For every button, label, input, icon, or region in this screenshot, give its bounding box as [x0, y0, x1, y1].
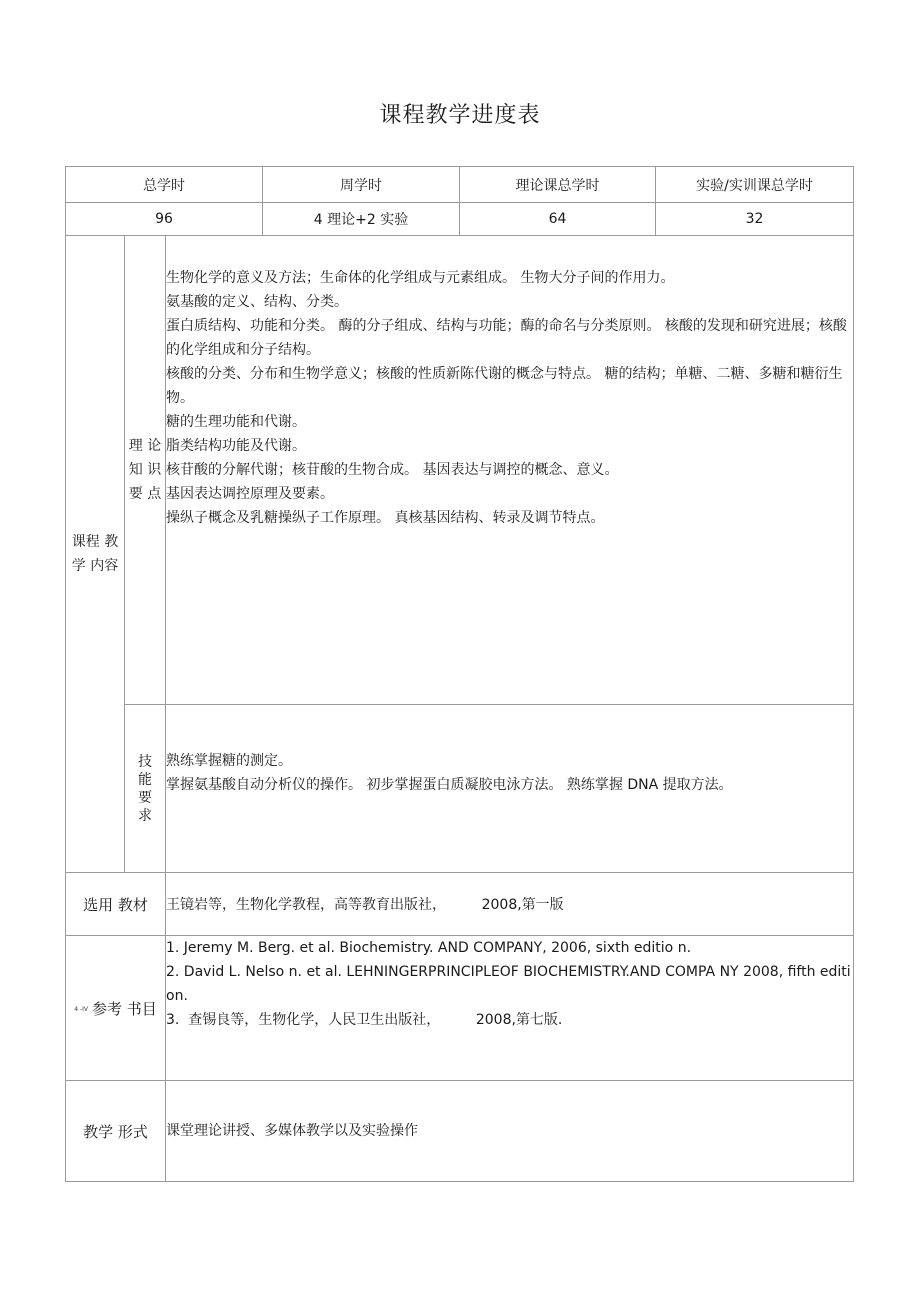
hours-value-row — [66, 203, 854, 236]
skills-line: 熟练掌握糖的测定。 — [166, 753, 292, 769]
theory-line: 核苷酸的分解代谢；核苷酸的生物合成。 基因表达与调控的概念、意义。 — [166, 462, 619, 478]
skills-row — [66, 705, 854, 873]
theory-line: 糖的生理功能和代谢。 — [166, 414, 306, 430]
page-title: 课程教学进度表 — [379, 103, 541, 128]
references-list — [166, 936, 854, 1081]
value-lab-hours: 32 — [656, 203, 854, 236]
theory-line: 蛋白质结构、功能和分类。 酶的分子组成、结构与功能；酶的命名与分类原则。 核酸的发现和研究进展；核酸的化学组成和分子结构。 — [166, 318, 847, 358]
value-theory-hours: 64 — [460, 203, 656, 236]
value-weekly-hours: 4 理论+2 实验 — [263, 203, 460, 236]
skills-label-char: 要 — [138, 789, 152, 806]
theory-line: 脂类结构功能及代谢。 — [166, 438, 306, 454]
skills-label-char: 求 — [138, 807, 152, 824]
hours-header-row — [66, 167, 854, 203]
header-theory-hours: 理论课总学时 — [460, 167, 656, 203]
references-prefix: 4 -IV — [74, 1005, 88, 1013]
reference-item: 1. Jeremy M. Berg. et al. Biochemistry. AND COMPANY, 2006, sixth editio n. — [166, 940, 692, 956]
skills-label-char: 技 — [138, 753, 152, 770]
theory-line: 基因表达调控原理及要素。 — [166, 486, 334, 502]
skills-label — [125, 705, 166, 873]
teaching-form-row — [66, 1081, 854, 1182]
skills-requirements — [166, 705, 854, 873]
references-label: 参考 书目 — [91, 999, 157, 1018]
textbook-row — [66, 873, 854, 936]
course-content-label: 课程 教学 内容 — [66, 236, 125, 873]
header-lab-hours: 实验/实训课总学时 — [656, 167, 854, 203]
teaching-form-label: 教学 形式 — [66, 1081, 166, 1182]
theory-line: 生物化学的意义及方法；生命体的化学组成与元素组成。 生物大分子间的作用力。 — [166, 270, 675, 286]
textbook-label: 选用 教材 — [66, 873, 166, 936]
schedule-table — [65, 166, 854, 1182]
skills-label-char: 能 — [138, 771, 152, 788]
value-total-hours: 96 — [66, 203, 263, 236]
theory-label: 理 论 知 识 要 点 — [125, 236, 166, 705]
theory-line: 核酸的分类、分布和生物学意义；核酸的性质新陈代谢的概念与特点。 糖的结构；单糖、二糖、多糖和糖衍生物。 — [166, 366, 843, 406]
reference-item: 2. David L. Nelso n. et al. LEHNINGERPRINCIPLEOF BIOCHEMISTRY.AND COMPA NY 2008, fifth editi on. — [166, 964, 851, 1004]
theory-row — [66, 236, 854, 705]
textbook-value: 王镜岩等，生物化学教程，高等教育出版社， 2008,第一版 — [166, 873, 854, 936]
reference-item: 3. 查锡良等，生物化学，人民卫生出版社， 2008,第七版. — [166, 1012, 563, 1028]
theory-line: 操纵子概念及乳糖操纵子工作原理。 真核基因结构、转录及调节特点。 — [166, 510, 605, 526]
skills-line: 掌握氨基酸自动分析仪的操作。 初步掌握蛋白质凝胶电泳方法。 熟练掌握 DNA 提取方法。 — [166, 777, 733, 793]
theory-line: 氨基酸的定义、结构、分类。 — [166, 294, 348, 310]
header-weekly-hours: 周学时 — [263, 167, 460, 203]
references-label-cell — [66, 936, 166, 1081]
theory-points — [166, 236, 854, 705]
header-total-hours: 总学时 — [66, 167, 263, 203]
teaching-form-value: 课堂理论讲授、多媒体教学以及实验操作 — [166, 1081, 854, 1182]
references-row — [66, 936, 854, 1081]
